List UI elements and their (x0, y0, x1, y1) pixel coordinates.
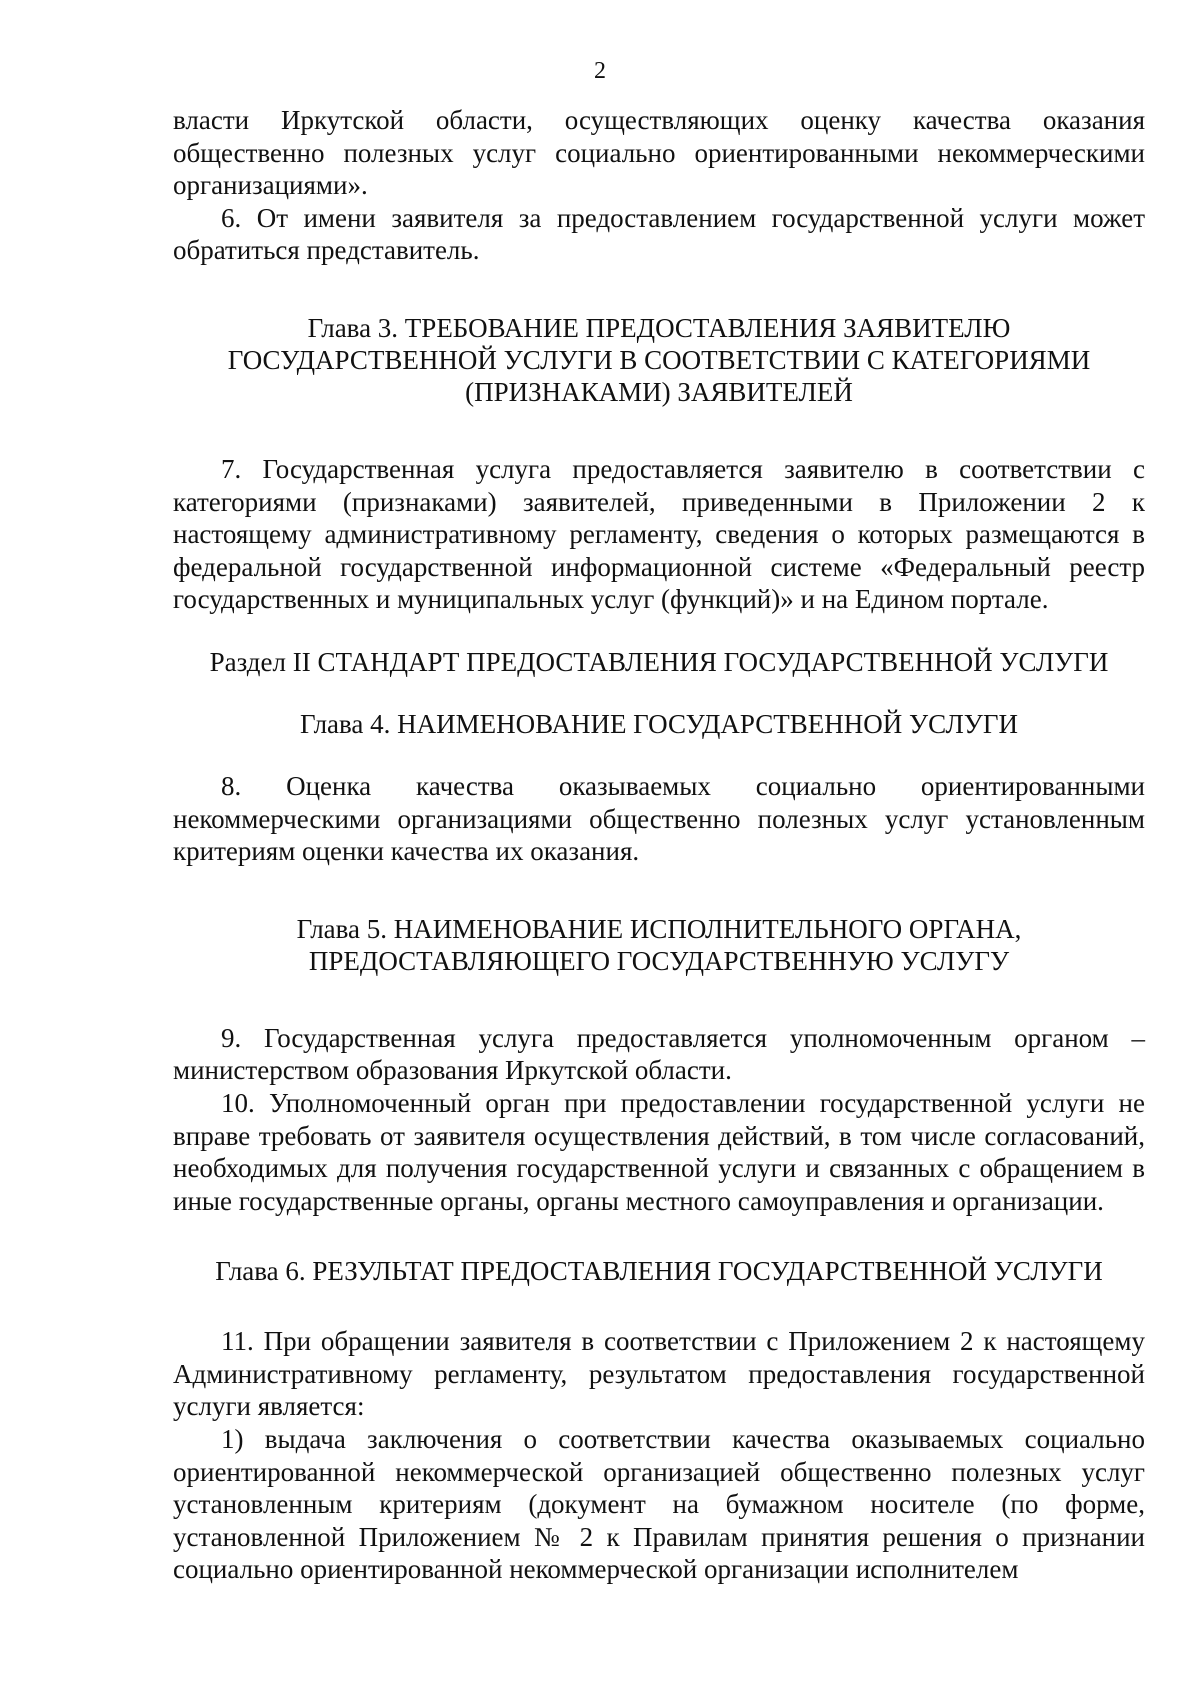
paragraph-11-item-1: 1) выдача заключения о соответствии качества оказываемых социально ориентированной некоммерческой организацией общественно полезных услуг установленным критериям (документ на бумажном носителе (по форме, установленной Приложением № 2 к Правилам принятия решения о признании социально ориентированной некоммерческой организации исполнителем (173, 1424, 1145, 1585)
heading-line: ГОСУДАРСТВЕННОЙ УСЛУГИ В СООТВЕТСТВИИ С КАТЕГОРИЯМИ (227, 344, 1091, 375)
paragraph-continuation: власти Иркутской области, осуществляющих оценку качества оказания общественно полезных услуг социально ориентированными некоммерческими организациями». (173, 105, 1145, 201)
paragraph-9: 9. Государственная услуга предоставляется уполномоченным органом – министерством образования Иркутской области. (173, 1022, 1145, 1086)
chapter-3-heading (173, 312, 1145, 408)
section-2-heading: Раздел II СТАНДАРТ ПРЕДОСТАВЛЕНИЯ ГОСУДАРСТВЕННОЙ УСЛУГИ (209, 646, 1109, 677)
document-body (173, 104, 1145, 1586)
paragraph-8: 8. Оценка качества оказываемых социально ориентированными некоммерческими организациями общественно полезных услуг установленным критериям оценки качества их оказания. (173, 770, 1145, 867)
paragraph-10: 10. Уполномоченный орган при предоставлении государственной услуги не вправе требовать от заявителя осуществления действий, в том числе согласований, необходимых для получения государственной услуги и связанных с обращением в иные государственные органы, органы местного самоуправления и организации. (173, 1087, 1145, 1216)
paragraph-7: 7. Государственная услуга предоставляется заявителю в соответствии с категориями (признаками) заявителей, приведенными в Приложении 2 к настоящему административному регламенту, сведения о которых размещаются в федеральной государственной информационной системе «Федеральный реестр государственных и муниципальных услуг (функций)» и на Едином портале. (173, 453, 1145, 615)
heading-line: (ПРИЗНАКАМИ) ЗАЯВИТЕЛЕЙ (465, 376, 853, 407)
page-number: 2 (594, 58, 606, 84)
paragraph-11: 11. При обращении заявителя в соответствии с Приложением 2 к настоящему Административному регламенту, результатом предоставления государственной услуги является: (173, 1326, 1145, 1422)
chapter-6-heading: Глава 6. РЕЗУЛЬТАТ ПРЕДОСТАВЛЕНИЯ ГОСУДАРСТВЕННОЙ УСЛУГИ (215, 1256, 1103, 1287)
chapter-4-heading: Глава 4. НАИМЕНОВАНИЕ ГОСУДАРСТВЕННОЙ УСЛУГИ (299, 708, 1018, 739)
paragraph-6: 6. От имени заявителя за предоставлением государственной услуги может обратиться представитель. (173, 202, 1145, 266)
chapter-5-heading (173, 913, 1145, 977)
heading-line: ПРЕДОСТАВЛЯЮЩЕГО ГОСУДАРСТВЕННУЮ УСЛУГУ (308, 945, 1010, 976)
heading-line: Глава 3. ТРЕБОВАНИЕ ПРЕДОСТАВЛЕНИЯ ЗАЯВИТЕЛЮ (307, 312, 1011, 343)
heading-line: Глава 5. НАИМЕНОВАНИЕ ИСПОЛНИТЕЛЬНОГО ОРГАНА, (296, 913, 1022, 944)
